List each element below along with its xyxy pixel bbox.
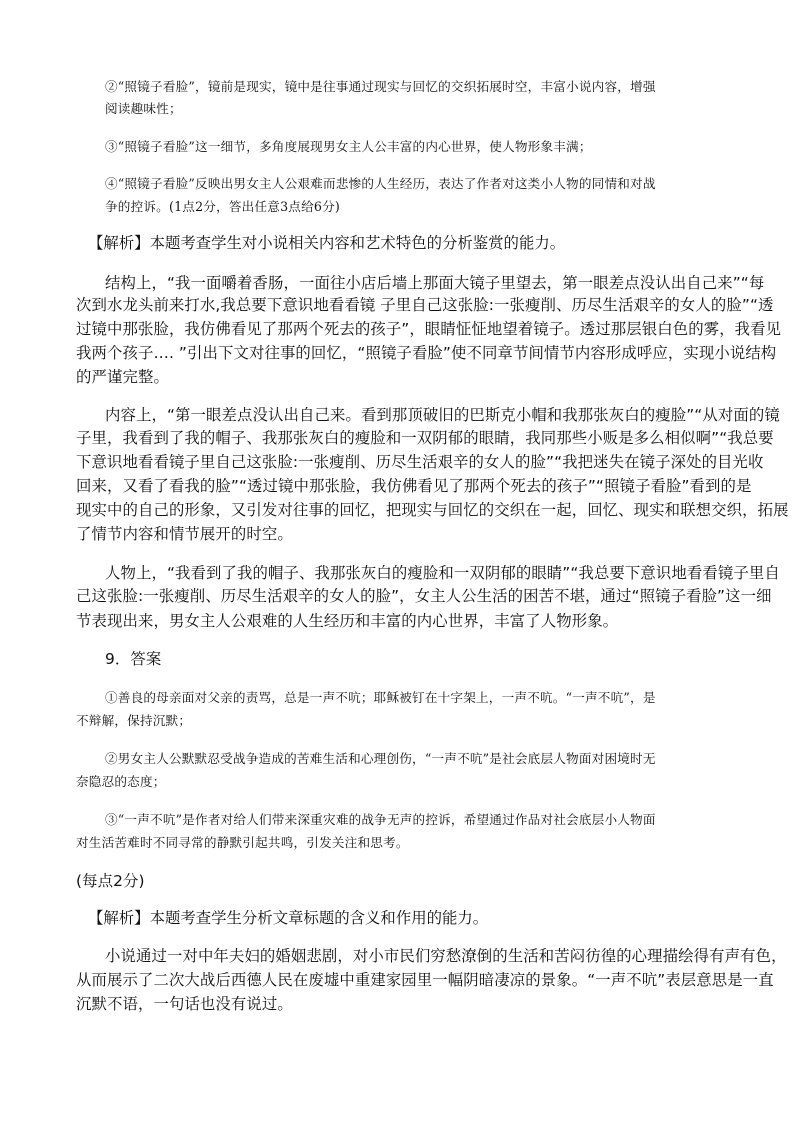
answer-9-point-3-line-1: ③“一声不吭”是作者对给人们带来深重灾难的战争无声的控诉，希望通过作品对社会底层小人物面 (105, 812, 656, 827)
answer-9-point-1-line-2: 不辩解，保持沉默； (76, 713, 192, 728)
title-analysis-line-1: 小说通过一对中年夫妇的婚姻悲剧，对小市民们穷愁潦倒的生活和苦闷彷徨的心理描绘得有声有色， (105, 947, 787, 965)
title-analysis-line-3: 沉默不语，一句话也没有说过。 (76, 995, 293, 1013)
question-9-answer-heading: 9．答案 (105, 650, 162, 668)
content-paragraph-line-4: 回来，又看了看我的脸”“透过镜中那张脸，我仿佛看见了那两个死去的孩子”“照镜子看脸”看到的是 (76, 477, 752, 495)
scoring-note: (每点2分) (76, 872, 145, 890)
analysis-heading-9: 【解析】本题考查学生分析文章标题的含义和作用的能力。 (88, 909, 489, 927)
content-paragraph-line-6: 了情节内容和情节展开的时空。 (76, 525, 293, 543)
analysis-heading-8: 【解析】本题考查学生对小说相关内容和艺术特色的分析鉴赏的能力。 (88, 234, 566, 252)
content-paragraph-line-3: 下意识地看看镜子里自己这张脸:一张瘦削、历尽生活艰辛的女人的脸”“我把迷失在镜子深处的目光收 (76, 453, 764, 471)
structure-paragraph-line-3: 过镜中那张脸，我仿佛看见了那两个死去的孩子”，眼睛怔怔地望着镜子。透过那层银白色的雾，我看见 (76, 320, 782, 338)
character-paragraph-line-2: 己这张脸:一张瘦削、历尽生活艰辛的女人的脸”，女主人公生活的困苦不堪，通过“照镜子看脸”这一细 (76, 587, 772, 605)
answer-9-point-1-line-1: ①善良的母亲面对父亲的责骂，总是一声不吭；耶稣被钉在十字架上，一声不吭。“一声不吭”，是 (105, 690, 656, 705)
answer-9-point-2-line-1: ②男女主人公默默忍受战争造成的苦难生活和心理创伤，“一声不吭”是社会底层人物面对困境时无 (105, 751, 656, 766)
structure-paragraph-line-2: 次到水龙头前来打水,我总要下意识地看看镜 子里自己这张脸:一张瘦削、历尽生活艰辛的女人的脸”“透 (76, 296, 774, 314)
structure-paragraph-line-1: 结构上，“我一面嚼着香肠，一面往小店后墙上那面大镜子里望去，第一眼差点没认出自己来”“每 (105, 274, 765, 292)
structure-paragraph-line-5: 的严谨完整。 (76, 368, 169, 386)
answer-point-2-line-1: ②“照镜子看脸”，镜前是现实，镜中是往事通过现实与回忆的交织拓展时空，丰富小说内容，增强 (105, 79, 656, 94)
answer-point-2-line-2: 阅读趣味性； (105, 101, 182, 116)
answer-point-4-line-2: 争的控诉。(1点2分，答出任意3点给6分) (105, 199, 340, 214)
content-paragraph-line-5: 现实中的自己的形象，又引发对往事的回忆，把现实与回忆的交织在一起，回忆、现实和联想交织，拓展 (76, 501, 789, 519)
structure-paragraph-line-4: 我两个孩子…. ”引出下文对往事的回忆，“照镜子看脸”使不同章节间情节内容形成呼应，实现小说结构 (76, 344, 777, 362)
answer-9-point-2-line-2: 奈隐忍的态度； (76, 774, 166, 789)
character-paragraph-line-1: 人物上，“我看到了我的帽子、我那张灰白的瘦脸和一双阴郁的眼睛”“我总要下意识地看看镜子里自 (105, 564, 780, 582)
answer-9-point-3-line-2: 对生活苦难时不同寻常的静默引起共鸣，引发关注和思考。 (76, 835, 409, 850)
character-paragraph-line-3: 节表现出来，男女主人公艰难的人生经历和丰富的内心世界，丰富了人物形象。 (76, 612, 619, 630)
answer-point-3: ③“照镜子看脸”这一细节，多角度展现男女主人公丰富的内心世界，使人物形象丰满； (105, 139, 592, 154)
title-analysis-line-2: 从而展示了二次大战后西德人民在废墟中重建家园里一幅阴暗凄凉的景象。“一声不吭”表层意思是一直 (76, 971, 774, 989)
content-paragraph-line-1: 内容上，“第一眼差点没认出自己来。看到那顶破旧的巴斯克小帽和我那张灰白的瘦脸”“从对面的镜 (105, 406, 780, 424)
content-paragraph-line-2: 子里，我看到了我的帽子、我那张灰白的瘦脸和一双阴郁的眼睛，我同那些小贩是多么相似啊”“我总要 (76, 429, 774, 447)
answer-point-4-line-1: ④“照镜子看脸”反映出男女主人公艰难而悲惨的人生经历，表达了作者对这类小人物的同情和对战 (105, 176, 656, 191)
